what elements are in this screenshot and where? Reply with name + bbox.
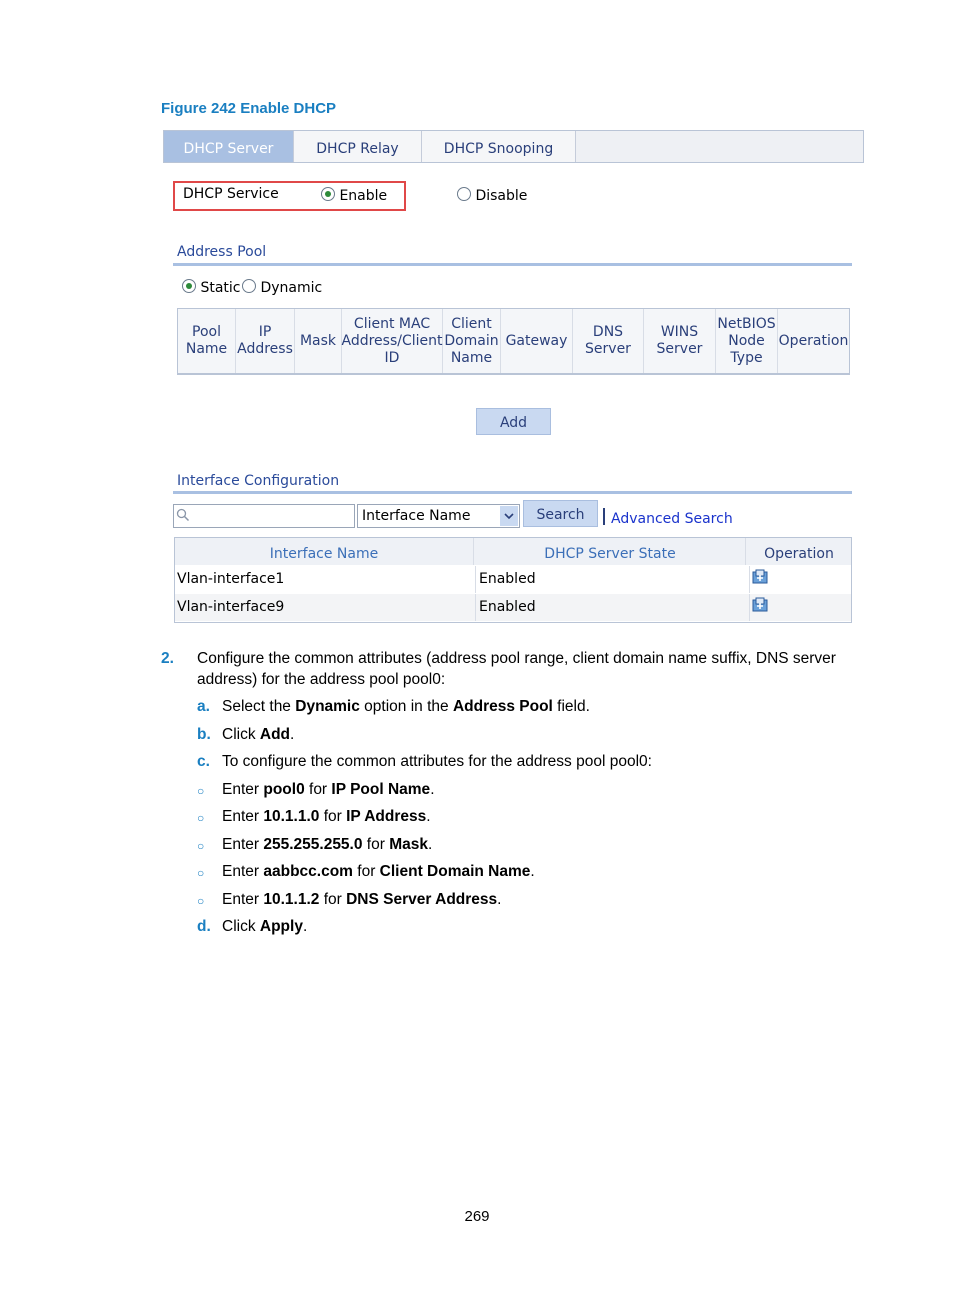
interface-config-divider (173, 491, 852, 494)
col-gateway: Gateway (501, 309, 573, 373)
step-c-label: c. (197, 753, 210, 770)
disable-label: Disable (475, 188, 528, 204)
table-row (175, 566, 851, 593)
interface-config-title: Interface Configuration (177, 473, 340, 489)
address-pool-divider (173, 263, 852, 266)
dynamic-label: Dynamic (260, 280, 323, 296)
bullet-item: Enter 10.1.1.2 for DNS Server Address. (222, 891, 502, 908)
search-input[interactable] (173, 504, 355, 528)
bullet-icon: ○ (197, 866, 205, 880)
step-d-label: d. (197, 918, 211, 935)
bullet-item: Enter 10.1.1.0 for IP Address. (222, 808, 431, 825)
field-select[interactable] (357, 504, 520, 528)
static-radio[interactable] (182, 279, 196, 293)
col-dns-server: DNS Server (573, 309, 644, 373)
figure-caption: Figure 242 Enable DHCP (161, 100, 337, 117)
address-pool-title: Address Pool (177, 244, 267, 260)
server-state: Enabled (475, 594, 750, 621)
disable-radio-group[interactable] (457, 187, 527, 204)
interface-table (174, 537, 852, 623)
step-a-text: Select the Dynamic option in the Address Pool field. (222, 698, 590, 715)
bullet-icon: ○ (197, 784, 205, 798)
search-icon (176, 508, 190, 522)
step-b-text: Click Add. (222, 726, 295, 743)
col-operation: Operation (764, 546, 834, 562)
interface-table-header (175, 538, 851, 565)
static-radio-group[interactable] (182, 279, 240, 296)
edit-icon[interactable] (751, 597, 769, 613)
bullet-item: Enter 255.255.255.0 for Mask. (222, 836, 433, 853)
step-c-text: To configure the common attributes for the address pool pool0: (222, 753, 652, 770)
col-dhcp-server-state: DHCP Server State (475, 538, 746, 565)
add-button[interactable]: Add (476, 408, 551, 435)
bullet-icon: ○ (197, 894, 205, 908)
step-2-number: 2. (161, 650, 174, 667)
col-client-mac: Client MAC Address/Client ID (342, 309, 443, 373)
address-pool-table-header (177, 308, 850, 375)
tab-dhcp-server[interactable]: DHCP Server (164, 131, 294, 162)
dynamic-radio-group[interactable] (242, 279, 322, 296)
col-operation: Operation (778, 332, 849, 349)
page-number: 269 (464, 1208, 490, 1225)
bullet-icon: ○ (197, 839, 205, 853)
bullet-item: Enter pool0 for IP Pool Name. (222, 781, 435, 798)
dynamic-radio[interactable] (242, 279, 256, 293)
advanced-search-link[interactable]: Advanced Search (611, 511, 733, 527)
separator (603, 508, 605, 525)
step-2-line-2: address) for the address pool pool0: (197, 671, 446, 688)
enable-radio[interactable] (321, 187, 335, 201)
bullet-item: Enter aabbcc.com for Client Domain Name. (222, 863, 535, 880)
step-d-text: Click Apply. (222, 918, 308, 935)
field-select-value: Interface Name (362, 508, 471, 524)
col-ip-address: IP Address (236, 309, 295, 373)
enable-label: Enable (339, 188, 388, 204)
interface-name: Vlan-interface1 (175, 566, 476, 593)
interface-name: Vlan-interface9 (175, 594, 476, 621)
col-wins-server: WINS Server (644, 309, 716, 373)
server-state: Enabled (475, 566, 750, 593)
dhcp-service-label: DHCP Service (183, 186, 279, 202)
tab-bar (163, 130, 864, 163)
step-2-line-1: Configure the common attributes (address pool range, client domain name suffix, DNS server (197, 650, 836, 667)
step-a-label: a. (197, 698, 210, 715)
disable-radio[interactable] (457, 187, 471, 201)
step-b-label: b. (197, 726, 211, 743)
col-interface-name: Interface Name (175, 538, 474, 565)
search-button[interactable]: Search (523, 500, 598, 527)
col-netbios: NetBIOS Node Type (716, 309, 778, 373)
table-row (175, 594, 851, 621)
col-client-domain: Client Domain Name (443, 309, 501, 373)
enable-radio-group[interactable] (321, 187, 387, 204)
tab-dhcp-snooping[interactable]: DHCP Snooping (422, 131, 576, 162)
col-mask: Mask (295, 309, 342, 373)
static-label: Static (200, 280, 241, 296)
edit-icon[interactable] (751, 569, 769, 585)
tab-dhcp-relay[interactable]: DHCP Relay (294, 131, 422, 162)
bullet-icon: ○ (197, 811, 205, 825)
chevron-down-icon[interactable] (500, 506, 518, 526)
col-pool-name: Pool Name (178, 309, 236, 373)
